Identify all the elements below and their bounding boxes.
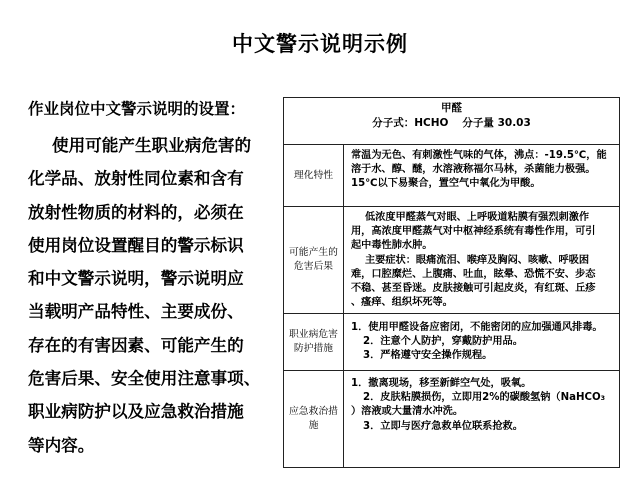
molecular-formula: 分子式：HCHO <box>372 117 449 129</box>
row-content <box>344 145 619 206</box>
content-line: 2．皮肤粘膜损伤，立即用2%的碳酸氢钠（NaHCO₃ <box>363 392 606 404</box>
content-line: 、瘙痒、组织坏死等。 <box>351 297 453 309</box>
row-content <box>344 371 619 467</box>
row-label: 可能产生的危害后果 <box>284 207 344 313</box>
row-hazards <box>284 207 619 314</box>
warning-card <box>283 97 620 468</box>
content-line: 3．立即与医疗急救单位联系抢救。 <box>363 420 523 432</box>
content-line: 2．注意个人防护，穿戴防护用品。 <box>363 336 523 348</box>
intro-line: 危害后果、安全使用注意事项、 <box>28 369 261 389</box>
row-label: 职业病危害防护措施 <box>284 314 344 370</box>
row-content <box>344 314 619 370</box>
chemical-name: 甲醛 <box>441 102 462 114</box>
intro-line: 和中文警示说明，警示说明应 <box>28 269 244 289</box>
molecular-weight: 分子量 30.03 <box>462 117 531 129</box>
warning-card-header <box>284 98 619 145</box>
intro-section <box>28 96 278 462</box>
content-line: ）溶液或大量清水冲洗。 <box>351 406 464 418</box>
intro-body <box>28 129 278 462</box>
content-line: 常温为无色、有刺激性气味的气体，沸点：-19.5℃，能 <box>351 150 607 161</box>
row-content <box>344 207 619 313</box>
row-properties <box>284 145 619 207</box>
intro-line: 职业病防护以及应急救治措施 <box>28 402 244 422</box>
content-line: 难，口腔糜烂、上腹痛、吐血，眩晕、恐慌不安、步态 <box>351 268 596 280</box>
intro-line: 当载明产品特性、主要成份、 <box>28 302 244 322</box>
row-label: 应急救治措施 <box>284 371 344 467</box>
content-line: 1．使用甲醛设备应密闭，不能密闭的应加强通风排毒。 <box>351 322 603 333</box>
row-label: 理化特性 <box>284 145 344 206</box>
content-line: 主要症状：眼痛流泪、喉痒及胸闷、咳嗽、呼吸困 <box>365 254 590 266</box>
content-line: 不稳、甚至昏迷。皮肤接触可引起皮炎，有红斑、丘疹 <box>351 283 596 295</box>
row-protection <box>284 314 619 371</box>
content-line: 起中毒性肺水肿。 <box>351 240 433 252</box>
intro-line: 存在的有害因素、可能产生的 <box>28 335 244 355</box>
content-line: 低浓度甲醛蒸气对眼、上呼吸道粘膜有强烈刺激作 <box>365 212 590 223</box>
intro-line: 化学品、放射性同位素和含有 <box>28 169 244 189</box>
content-line: 1．撤离现场，移至新鲜空气处，吸氧。 <box>351 378 532 389</box>
content-line: 用，高浓度甲醛蒸气对中枢神经系统有毒性作用，可引 <box>351 226 596 238</box>
intro-line: 使用可能产生职业病危害的 <box>52 136 252 155</box>
content-line: 15℃以下易聚合，置空气中氧化为甲酸。 <box>351 178 541 190</box>
page-title: 中文警示说明示例 <box>232 32 408 56</box>
chemical-formula-line <box>284 116 619 131</box>
content-line: 溶于水、醇、醚，水溶液称福尔马林，杀菌能力极强。 <box>351 164 596 176</box>
content-line: 3．严格遵守安全操作规程。 <box>363 350 493 362</box>
intro-heading: 作业岗位中文警示说明的设置： <box>28 100 246 118</box>
intro-line: 等内容。 <box>28 435 95 455</box>
row-emergency <box>284 371 619 467</box>
intro-line: 使用岗位设置醒目的警示标识 <box>28 235 244 255</box>
intro-line: 放射性物质的材料的，必须在 <box>28 202 244 222</box>
